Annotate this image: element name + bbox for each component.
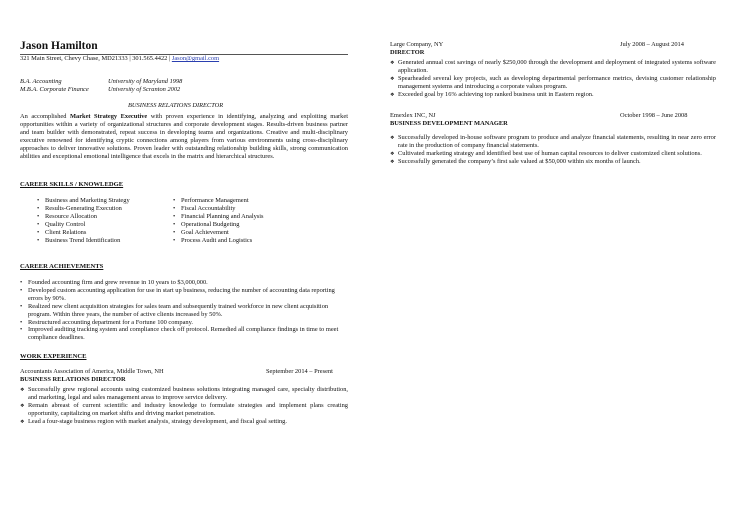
job-duty: ❖ Lead a four-stage business region with market analysis, strategy development, and fiscal goal setting. — [20, 418, 348, 426]
job-duty: ❖ Successfully generated the company’s first sale valued at $50,000 within six months of launch. — [390, 158, 716, 166]
skill-item: • Performance Management — [173, 197, 323, 205]
skills-list-col2 — [173, 197, 323, 244]
achievements-heading: CAREER ACHIEVEMENTS — [20, 263, 104, 270]
education-degree-2: M.B.A. Corporate Finance — [20, 86, 89, 93]
job-title: BUSINESS DEVELOPMENT MANAGER — [390, 120, 508, 127]
achievement-item: • Realized new client acquisition strategies for sales team and subsequently trained workforce in new client acquisition program. Within three years, the number of active clients increased by 50%. — [20, 303, 348, 319]
summary-intro: An accomplished — [20, 113, 70, 120]
skill-item: • Fiscal Accountability — [173, 205, 323, 213]
achievement-item: • Developed custom accounting application for use in start up business, reducing the number of accounting data reporting errors by 90%. — [20, 287, 348, 303]
contact-line — [20, 56, 219, 62]
skill-item: • Goal Achievement — [173, 229, 323, 237]
achievements-list — [20, 279, 348, 342]
education-school-2: University of Scranton 2002 — [108, 86, 181, 93]
achievement-item: • Improved auditing tracking system and compliance check off protocol. Remedied all compliance findings in time to meet compliance deadlines. — [20, 326, 348, 342]
job-dates: September 2014 – Present — [266, 368, 333, 375]
education-school-1: University of Maryland 1998 — [108, 78, 183, 85]
job-duties-list — [390, 59, 716, 99]
job-duty: ❖ Remain abreast of current scientific and industry knowledge to formulate strategies and implement plans creating opportunity, capitalizing on market shifts and driving market penetration. — [20, 402, 348, 418]
job-duties-list — [20, 386, 348, 426]
job-dates: October 1998 – June 2008 — [620, 112, 688, 119]
resume-page-1 — [0, 0, 367, 517]
skill-item: • Business Trend Identification — [37, 237, 167, 245]
job-company: Large Company, NY — [390, 41, 444, 48]
job-duty: ❖ Successfully developed in-house software program to produce and analyze financial statements, resulting in near zero error rate in the production of company financial statements. — [390, 134, 716, 150]
skills-list-col1 — [37, 197, 167, 244]
skill-item: • Financial Planning and Analysis — [173, 213, 323, 221]
job-duty: ❖ Generated annual cost savings of nearly $250,000 through the development and deployment of integrated systems software application. — [390, 59, 716, 75]
job-duty: ❖ Successfully grew regional accounts using customized business solutions integrating managed care, specialty distribution, and marketing, legal and sales management areas to improve service delivery. — [20, 386, 348, 402]
job-title: BUSINESS RELATIONS DIRECTOR — [20, 376, 126, 383]
skill-item: • Client Relations — [37, 229, 167, 237]
job-company: Emexlex INC, NJ — [390, 112, 436, 119]
summary-intro-bold: Market Strategy Executive — [69, 113, 148, 120]
skills-heading: CAREER SKILLS / KNOWLEDGE — [20, 181, 124, 188]
summary-paragraph — [20, 113, 348, 160]
job-company: Accountants Association of America, Middle Town, NH — [20, 368, 164, 375]
job-title: DIRECTOR — [390, 49, 425, 56]
skill-item: • Business and Marketing Strategy — [37, 197, 167, 205]
summary-body: with proven experience in identifying, analyzing and exploiting market opportunities within a variety of organizational structures and corporate development stages. Results-driven business partner and team builder with demonstrated, repeat success in developing teams and organizations. Creative and multi-disciplinary executive renowned for identifying cryptic connections among players from various environments using cross-disciplinary approaches to deliver innovative solutions. Proven leader with outstanding relationship building skills, strong communication abilities and exceptional emotional intelligence that excels in the matrix and hierarchical structures. — [20, 113, 348, 160]
summary-title: BUSINESS RELATIONS DIRECTOR — [128, 102, 224, 109]
achievement-item: • Restructured accounting department for a Fortune 100 company. — [20, 319, 348, 327]
contact-address: 321 Main Street, Chevy Chase, MD21333 | 301.565.4422 | — [20, 55, 172, 62]
skill-item: • Resource Allocation — [37, 213, 167, 221]
job-dates: July 2008 – August 2014 — [620, 41, 684, 48]
skill-item: • Quality Control — [37, 221, 167, 229]
skill-item: • Process Audit and Logistics — [173, 237, 323, 245]
education-degree-1: B.A. Accounting — [20, 78, 62, 85]
job-duties-list — [390, 134, 716, 166]
skill-item: • Results-Generating Execution — [37, 205, 167, 213]
achievement-item: • Founded accounting firm and grew revenue in 10 years to $3,000,000. — [20, 279, 348, 287]
experience-heading: WORK EXPERIENCE — [20, 353, 87, 360]
job-duty: ❖ Cultivated marketing strategy and identified best use of human capital resources to deliver customized client solutions. — [390, 150, 716, 158]
email-link[interactable]: Jason@gmail.com — [171, 55, 220, 62]
skill-item: • Operational Budgeting — [173, 221, 323, 229]
candidate-name: Jason Hamilton — [20, 40, 98, 52]
job-duty: ❖ Exceeded goal by 16% achieving top ranked business unit in Eastern region. — [390, 91, 716, 99]
resume-page-2 — [368, 0, 735, 517]
job-duty: ❖ Spearheaded several key projects, such as developing departmental performance metrics, devising customer relationship management systems and introducing a corporate values program. — [390, 75, 716, 91]
